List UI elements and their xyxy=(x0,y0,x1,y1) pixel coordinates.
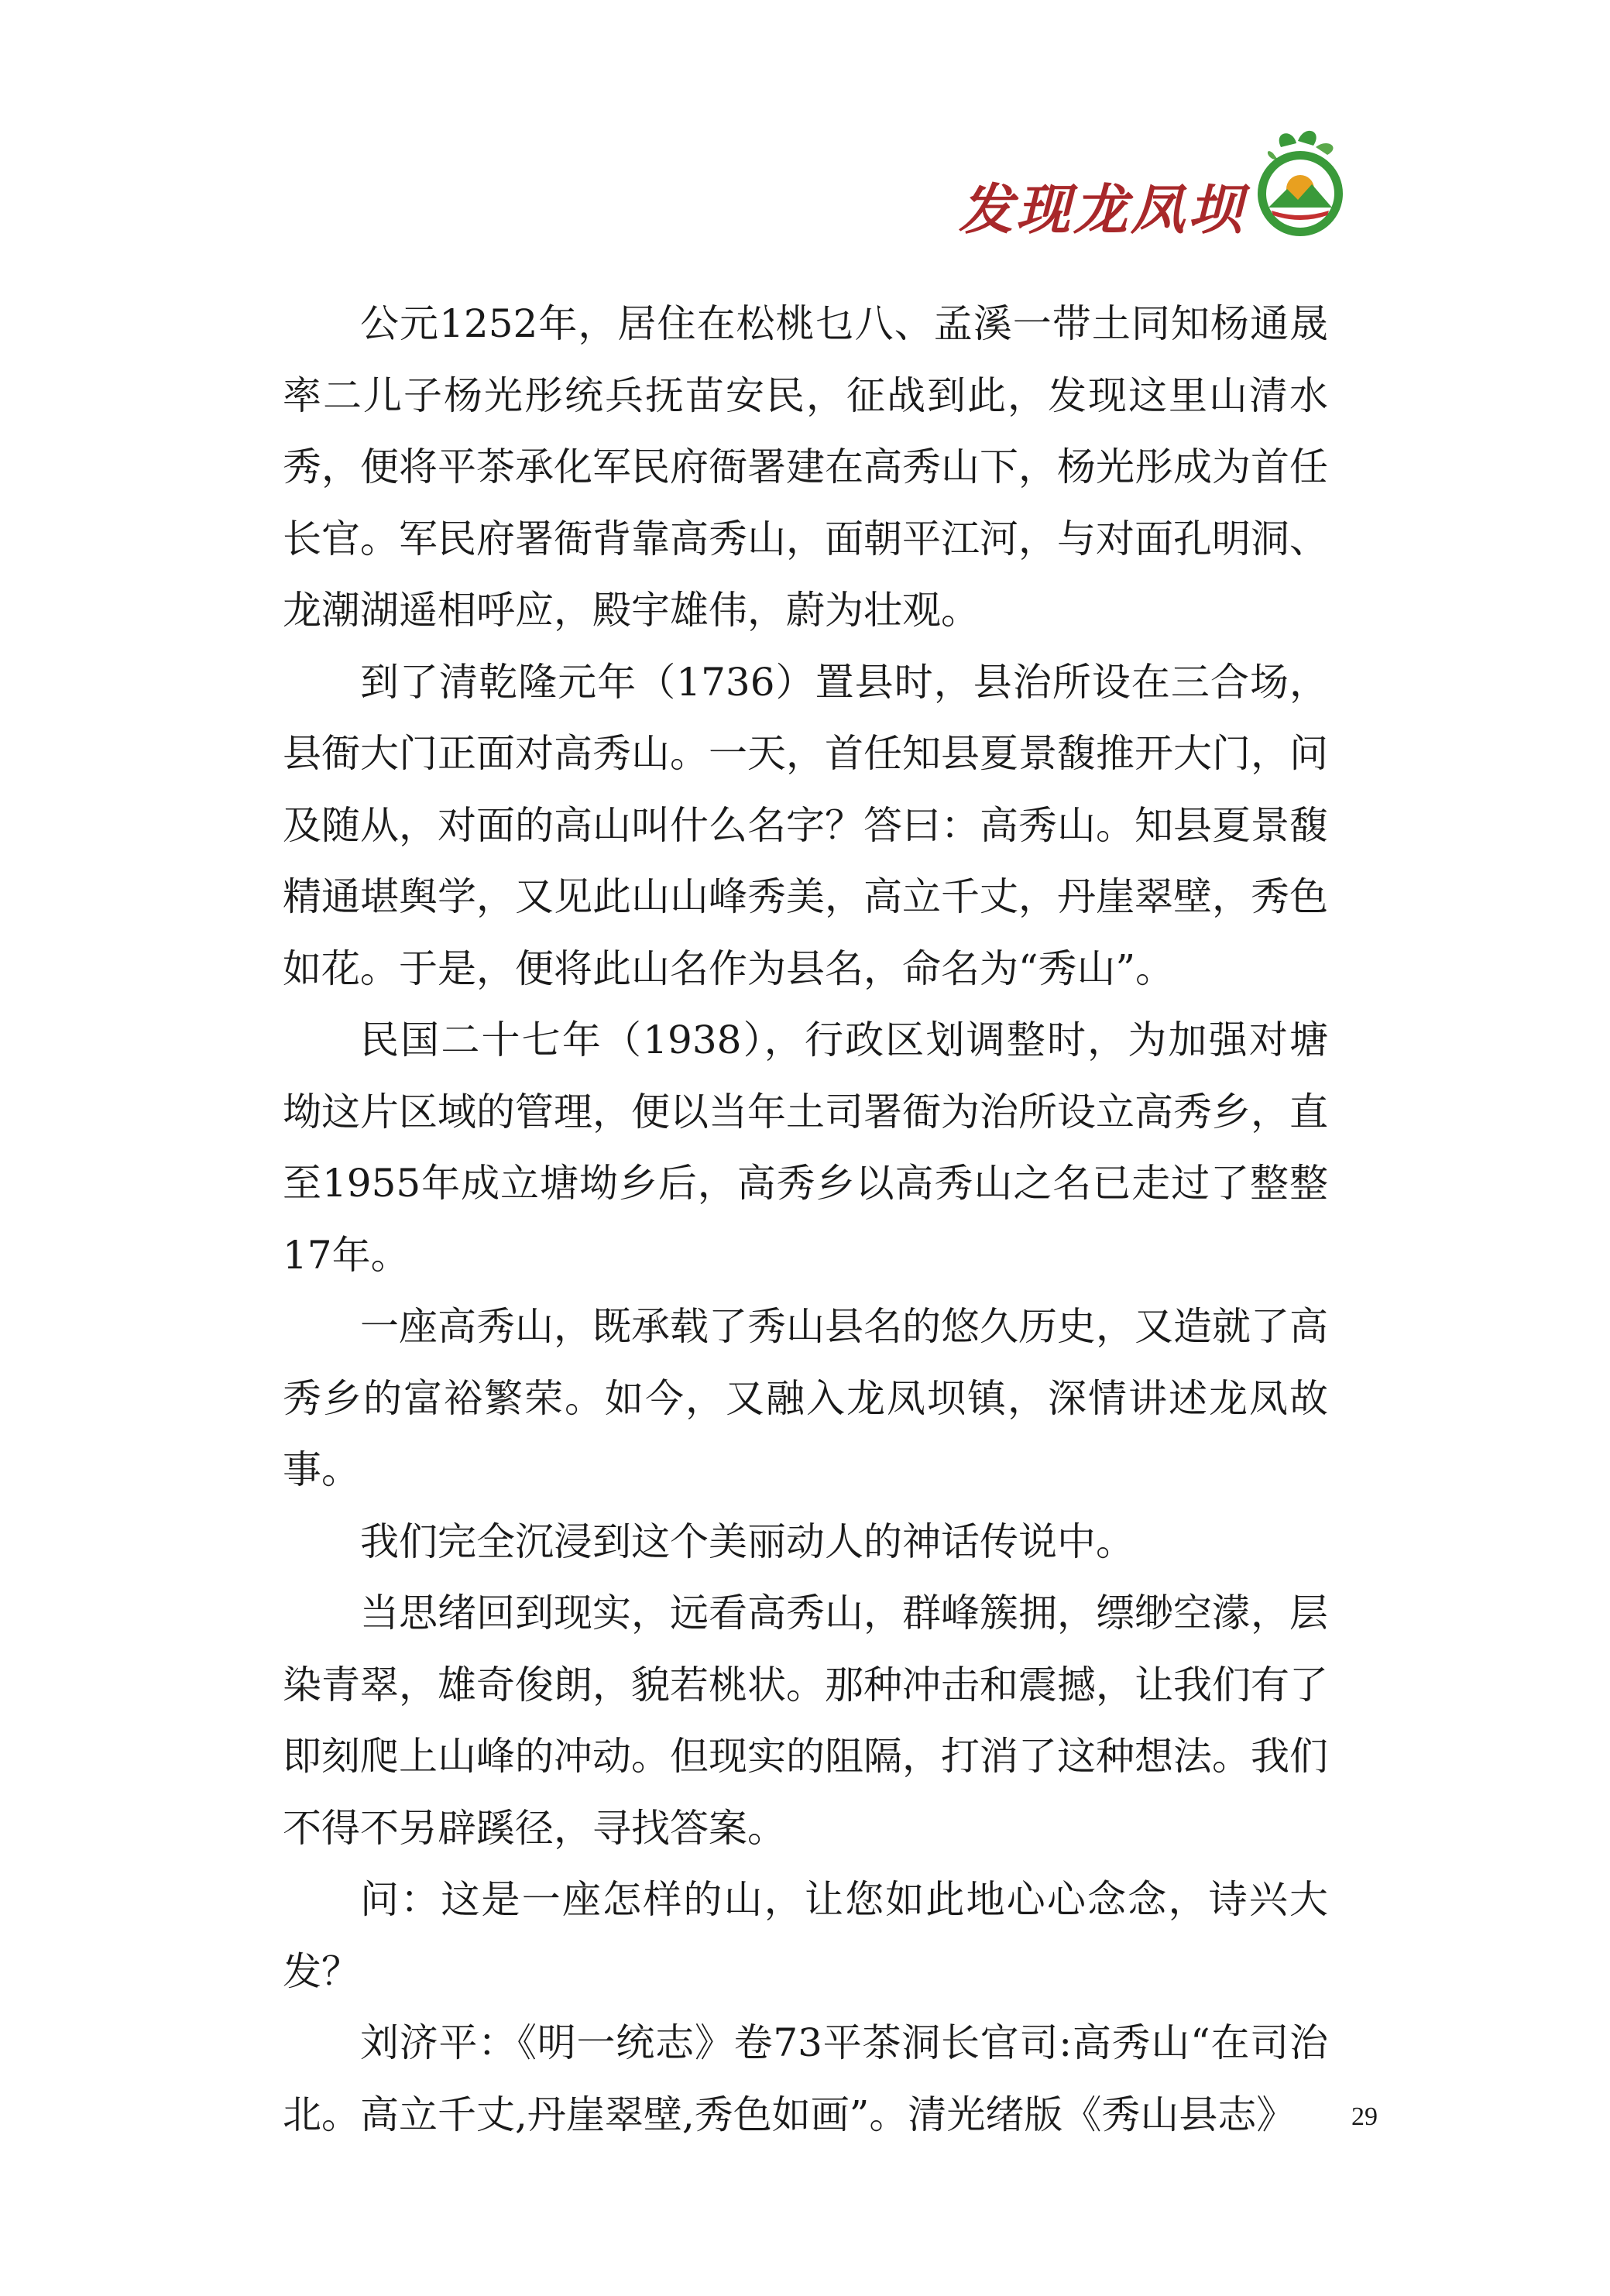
paragraph-1: 公元1252年，居住在松桃乜八、孟溪一带土同知杨通晟率二儿子杨光彤统兵抚苗安民，征战到此，发现这里山清水秀，便将平茶承化军民府衙署建在高秀山下，杨光彤成为首任长官。军民府署衙背靠高秀山，面朝平江河，与对面孔明洞、龙潮湖遥相呼应，殿宇雄伟，蔚为壮观。 xyxy=(283,301,1328,633)
page-number: 29 xyxy=(1351,2102,1378,2131)
paragraph-7: 问：这是一座怎样的山，让您如此地心心念念，诗兴大发？ xyxy=(283,1877,1328,1994)
paragraph-4: 一座高秀山，既承载了秀山县名的悠久历史，又造就了高秀乡的富裕繁荣。如今，又融入龙凤坝镇，深情讲述龙凤故事。 xyxy=(283,1304,1328,1492)
paragraph-8: 刘济平：《明一统志》卷73平茶洞长官司:高秀山“在司治北。高立千丈,丹崖翠壁,秀色如画”。清光绪版《秀山县志》 xyxy=(283,2020,1328,2137)
paragraph-5: 我们完全沉浸到这个美丽动人的神话传说中。 xyxy=(360,1519,1135,1564)
page-header xyxy=(959,116,1351,248)
paragraph-6: 当思绪回到现实，远看高秀山，群峰簇拥，缥缈空濛，层染青翠，雄奇俊朗，貌若桃状。那种冲击和震撼，让我们有了即刻爬上山峰的冲动。但现实的阻隔，打消了这种想法。我们不得不另辟蹊径，寻找答案。 xyxy=(283,1591,1328,1851)
header-title: 发现龙凤坝 xyxy=(959,177,1245,242)
green-circle-mountain-sun-logo-icon xyxy=(1250,124,1351,240)
paragraph-3: 民国二十七年（1938），行政区划调整时，为加强对塘坳这片区域的管理，便以当年土司署衙为治所设立高秀乡，直至1955年成立塘坳乡后，高秀乡以高秀山之名已走过了整整17年。 xyxy=(283,1018,1328,1278)
paragraph-2: 到了清乾隆元年（1736）置县时，县治所设在三合场，县衙大门正面对高秀山。一天，首任知县夏景馥推开大门，问及随从，对面的高山叫什么名字？答曰：高秀山。知县夏景馥精通堪舆学，又见此山山峰秀美，高立千丈，丹崖翠壁，秀色如花。于是，便将此山名作为县名，命名为“秀山”。 xyxy=(283,659,1328,991)
article-body xyxy=(283,288,1328,2150)
